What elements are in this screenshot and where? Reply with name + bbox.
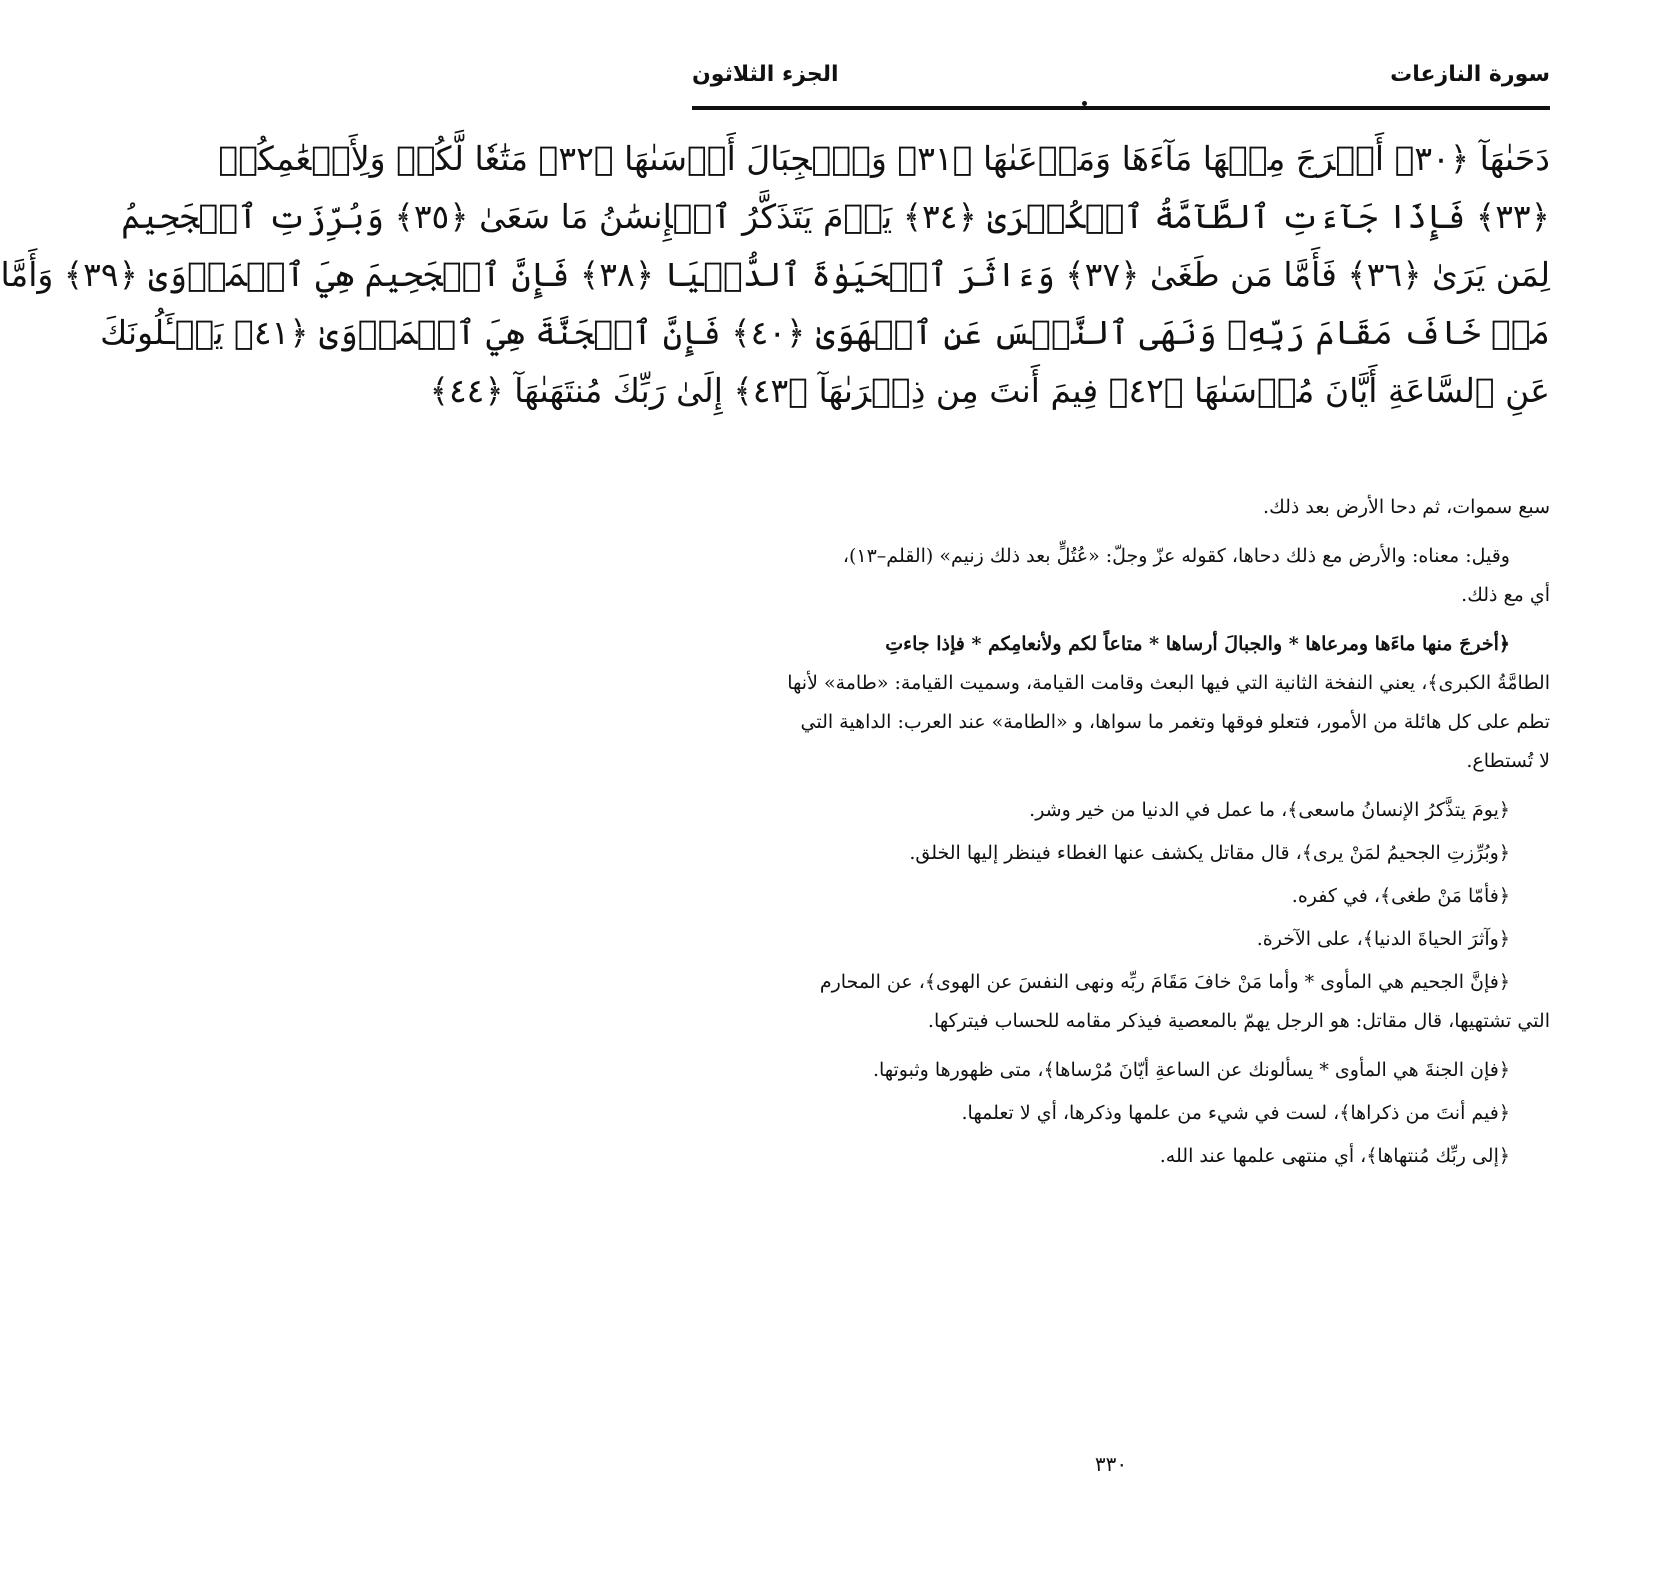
commentary-line: لا تُستطاع.	[1466, 750, 1550, 772]
surah-title: سورة النازعات	[1390, 61, 1550, 87]
commentary-block	[692, 488, 1550, 1176]
commentary-line: ﴿فأمّا مَنْ طغى﴾، في كفره.	[1291, 885, 1510, 907]
quran-line: مَنۡ خَافَ مَقَامَ رَبِّهِۦ وَنَهَى ٱلنَّفۡسَ عَنِ ٱلۡهَوَىٰ ﴿٤٠﴾ فَإِنَّ ٱلۡجَنَّةَ هِيَ ٱلۡمَأۡوَىٰ ﴿٤١﴾ يَسۡـَٔلُونَكَ	[100, 313, 1550, 352]
commentary-line: ﴿إلى ربِّك مُنتهاها﴾، أي منتهى علمها عند الله.	[1159, 1145, 1510, 1167]
commentary-line: الطامَّةُ الكبرى﴾، يعني النفخة الثانية التي فيها البعث وقامت القيامة، وسميت القيامة: «طامة» لأنها	[787, 672, 1550, 694]
commentary-line: ﴿فإن الجنةَ هي المأوى * يسألونك عن الساعةِ أيّانَ مُرْساها﴾، متى ظهورها وثبوتها.	[872, 1059, 1510, 1081]
header-rule	[692, 106, 1550, 110]
quran-line: دَحَىٰهَآ ﴿٣٠﴾ أَخۡرَجَ مِنۡهَا مَآءَهَا وَمَرۡعَىٰهَا ﴿٣١﴾ وَٱلۡجِبَالَ أَرۡسَىٰهَا ﴿٣٢﴾ مَتَٰعٗا لَّكُمۡ وَلِأَنۡعَٰمِكُمۡ	[218, 139, 1550, 178]
juz-title: الجزء الثلاثون	[692, 61, 839, 87]
page-header	[692, 52, 1550, 96]
commentary-line: ﴿فإنَّ الجحيم هي المأوى * وأما مَنْ خافَ مَقَامَ ربِّه ونهى النفسَ عن الهوى﴾، عن المحارم	[819, 971, 1510, 993]
commentary-line: سبع سموات، ثم دحا الأرض بعد ذلك.	[1263, 496, 1550, 518]
rule-dot	[1082, 101, 1087, 106]
commentary-line: ﴿وبُرِّزتِ الجحيمُ لمَنْ يرى﴾، قال مقاتل يكشف عنها الغطاء فينظر إليها الخلق.	[909, 842, 1510, 864]
commentary-line: التي تشتهيها، قال مقاتل: هو الرجل يهمّ بالمعصية فيذكر مقامه للحساب فيتركها.	[927, 1010, 1550, 1032]
commentary-line: ﴿أخرجَ منها ماءَها ومرعاها * والجبالَ أرساها * متاعاً لكم ولأنعامِكم * فإذا جاءتِ	[885, 633, 1510, 655]
commentary-line: أي مع ذلك.	[1461, 584, 1550, 606]
commentary-line: وقيل: معناه: والأرض مع ذلك دحاها، كقوله عزّ وجلّ: «عُتُلٍّ بعد ذلك زنيم» (القلم–١٣)،	[842, 545, 1510, 567]
quran-line: ﴿٣٣﴾ فَإِذَا جَآءَتِ ٱلطَّآمَّةُ ٱلۡكُبۡرَىٰ ﴿٣٤﴾ يَوۡمَ يَتَذَكَّرُ ٱلۡإِنسَٰنُ مَا سَعَىٰ ﴿٣٥﴾ وَبُرِّزَتِ ٱلۡجَحِيمُ	[121, 197, 1550, 236]
quran-line: لِمَن يَرَىٰ ﴿٣٦﴾ فَأَمَّا مَن طَغَىٰ ﴿٣٧﴾ وَءَاثَرَ ٱلۡحَيَوٰةَ ٱلدُّنۡيَا ﴿٣٨﴾ فَإِنَّ ٱلۡجَحِيمَ هِيَ ٱلۡمَأۡوَىٰ ﴿٣٩﴾ وَأَمَّا	[0, 255, 1550, 294]
page-number: ٣٣٠	[1094, 1452, 1128, 1476]
commentary-line: ﴿يومَ يتذَّكرُ الإنسانُ ماسعى﴾، ما عمل في الدنيا من خير وشر.	[1029, 799, 1510, 821]
quran-text-block	[0, 130, 1550, 480]
commentary-line: ﴿فيم أنتَ من ذكراها﴾، لست في شيء من علمها وذكرها، أي لا تعلمها.	[961, 1102, 1510, 1124]
commentary-line: ﴿وآثرَ الحياةَ الدنيا﴾، على الآخرة.	[1256, 928, 1510, 950]
commentary-line: تطم على كل هائلة من الأمور، فتعلو فوقها وتغمر ما سواها، و «الطامة» عند العرب: الداهية التي	[800, 711, 1550, 733]
quran-line: عَنِ ٱلسَّاعَةِ أَيَّانَ مُرۡسَىٰهَا ﴿٤٢﴾ فِيمَ أَنتَ مِن ذِكۡرَىٰهَآ ﴿٤٣﴾ إِلَىٰ رَبِّكَ مُنتَهَىٰهَآ ﴿٤٤﴾	[429, 371, 1550, 410]
